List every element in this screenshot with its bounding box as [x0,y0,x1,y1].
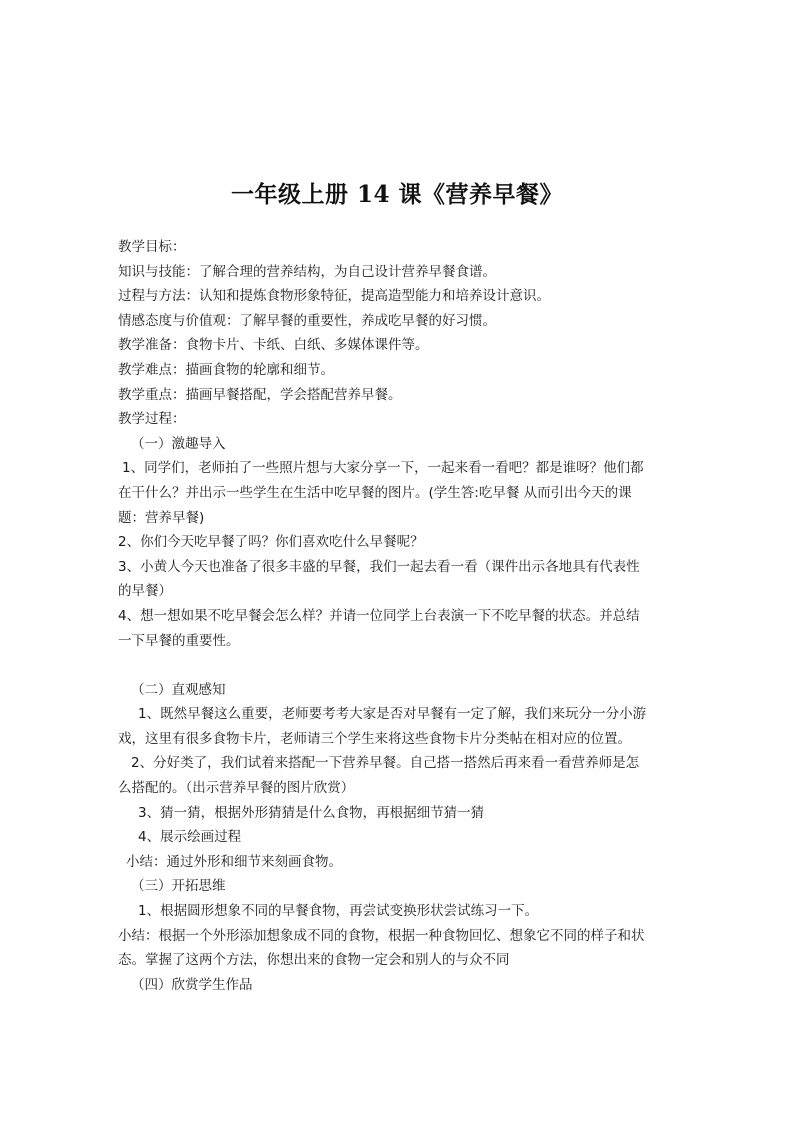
section1-item4-line1: 4、想一想如果不吃早餐会怎么样？并请一位同学上台表演一下不吃早餐的状态。并总结 [118,607,640,624]
section1-heading: （一）激趣导入 [131,435,226,452]
section3-summary-line1: 小结：根据一个外形添加想象成不同的食物，根据一种食物回忆、想象它不同的样子和状 [118,927,645,944]
section2-item1-line1: 1、既然早餐这么重要，老师要考考大家是否对早餐有一定了解，我们来玩分一分小游 [138,706,647,723]
section2-item1-line2: 戏，这里有很多食物卡片，老师请三个学生来将这些食物卡片分类帖在相对应的位置。 [118,730,631,747]
objectives-heading: 教学目标： [118,239,186,255]
section1-item4-line2: 一下早餐的重要性。 [118,632,240,649]
section3-heading: （三）开拓思维 [131,878,226,895]
teaching-preparation: 教学准备：食物卡片、卡纸、白纸、多媒体课件等。 [118,337,429,354]
section3-item1: 1、根据圆形想象不同的早餐食物，再尝试变换形状尝试练习一下。 [138,903,539,920]
section2-item3: 3、猜一猜，根据外形猜猜是什么食物，再根据细节猜一猜 [138,804,485,821]
process-heading: 教学过程： [118,411,186,428]
objective-emotion-values: 情感态度与价值观：了解早餐的重要性，养成吃早餐的好习惯。 [118,312,496,329]
document-body [118,235,698,997]
teaching-difficulty: 教学难点：描画食物的轮廓和细节。 [118,361,334,378]
section1-item1-line1: 1、同学们，老师拍了一些照片想与大家分享一下，一起来看一看吧？都是谁呀？他们都 [122,460,644,477]
section1-item3-line1: 3、小黄人今天也准备了很多丰盛的早餐，我们一起去看一看（课件出示各地具有代表性 [118,558,640,575]
document-title: 一年级上册 14 课《营养早餐》 [230,181,564,208]
section2-summary: 小结：通过外形和细节来刻画食物。 [126,853,342,870]
section3-summary-line2: 态。掌握了这两个方法，你想出来的食物一定会和别人的与众不同 [118,952,510,969]
section1-item2: 2、你们今天吃早餐了吗？你们喜欢吃什么早餐呢？ [118,534,424,551]
section1-item1-line2: 在干什么？并出示一些学生在生活中吃早餐的图片。(学生答:吃早餐 从而引出今天的课 [118,484,632,501]
section2-item2-line1: 2、分好类了，我们试着来搭配一下营养早餐。自己搭一搭然后再来看一看营养师是怎 [131,755,640,772]
teaching-key-point: 教学重点：描画早餐搭配，学会搭配营养早餐。 [118,386,402,403]
section4-heading: （四）欣赏学生作品 [131,976,253,993]
blank-line [118,653,698,678]
section1-item3-line2: 的早餐） [118,583,172,600]
section1-item1-line3: 题：营养早餐) [118,509,205,526]
section2-heading: （二）直观感知 [131,681,226,698]
objective-knowledge-skills: 知识与技能：了解合理的营养结构，为自己设计营养早餐食谱。 [118,263,496,280]
objective-process-methods: 过程与方法：认知和提炼食物形象特征，提高造型能力和培养设计意识。 [118,288,550,305]
section2-item2-line2: 么搭配的。（出示营养早餐的图片欣赏） [118,780,355,797]
section2-item4: 4、展示绘画过程 [138,829,242,846]
